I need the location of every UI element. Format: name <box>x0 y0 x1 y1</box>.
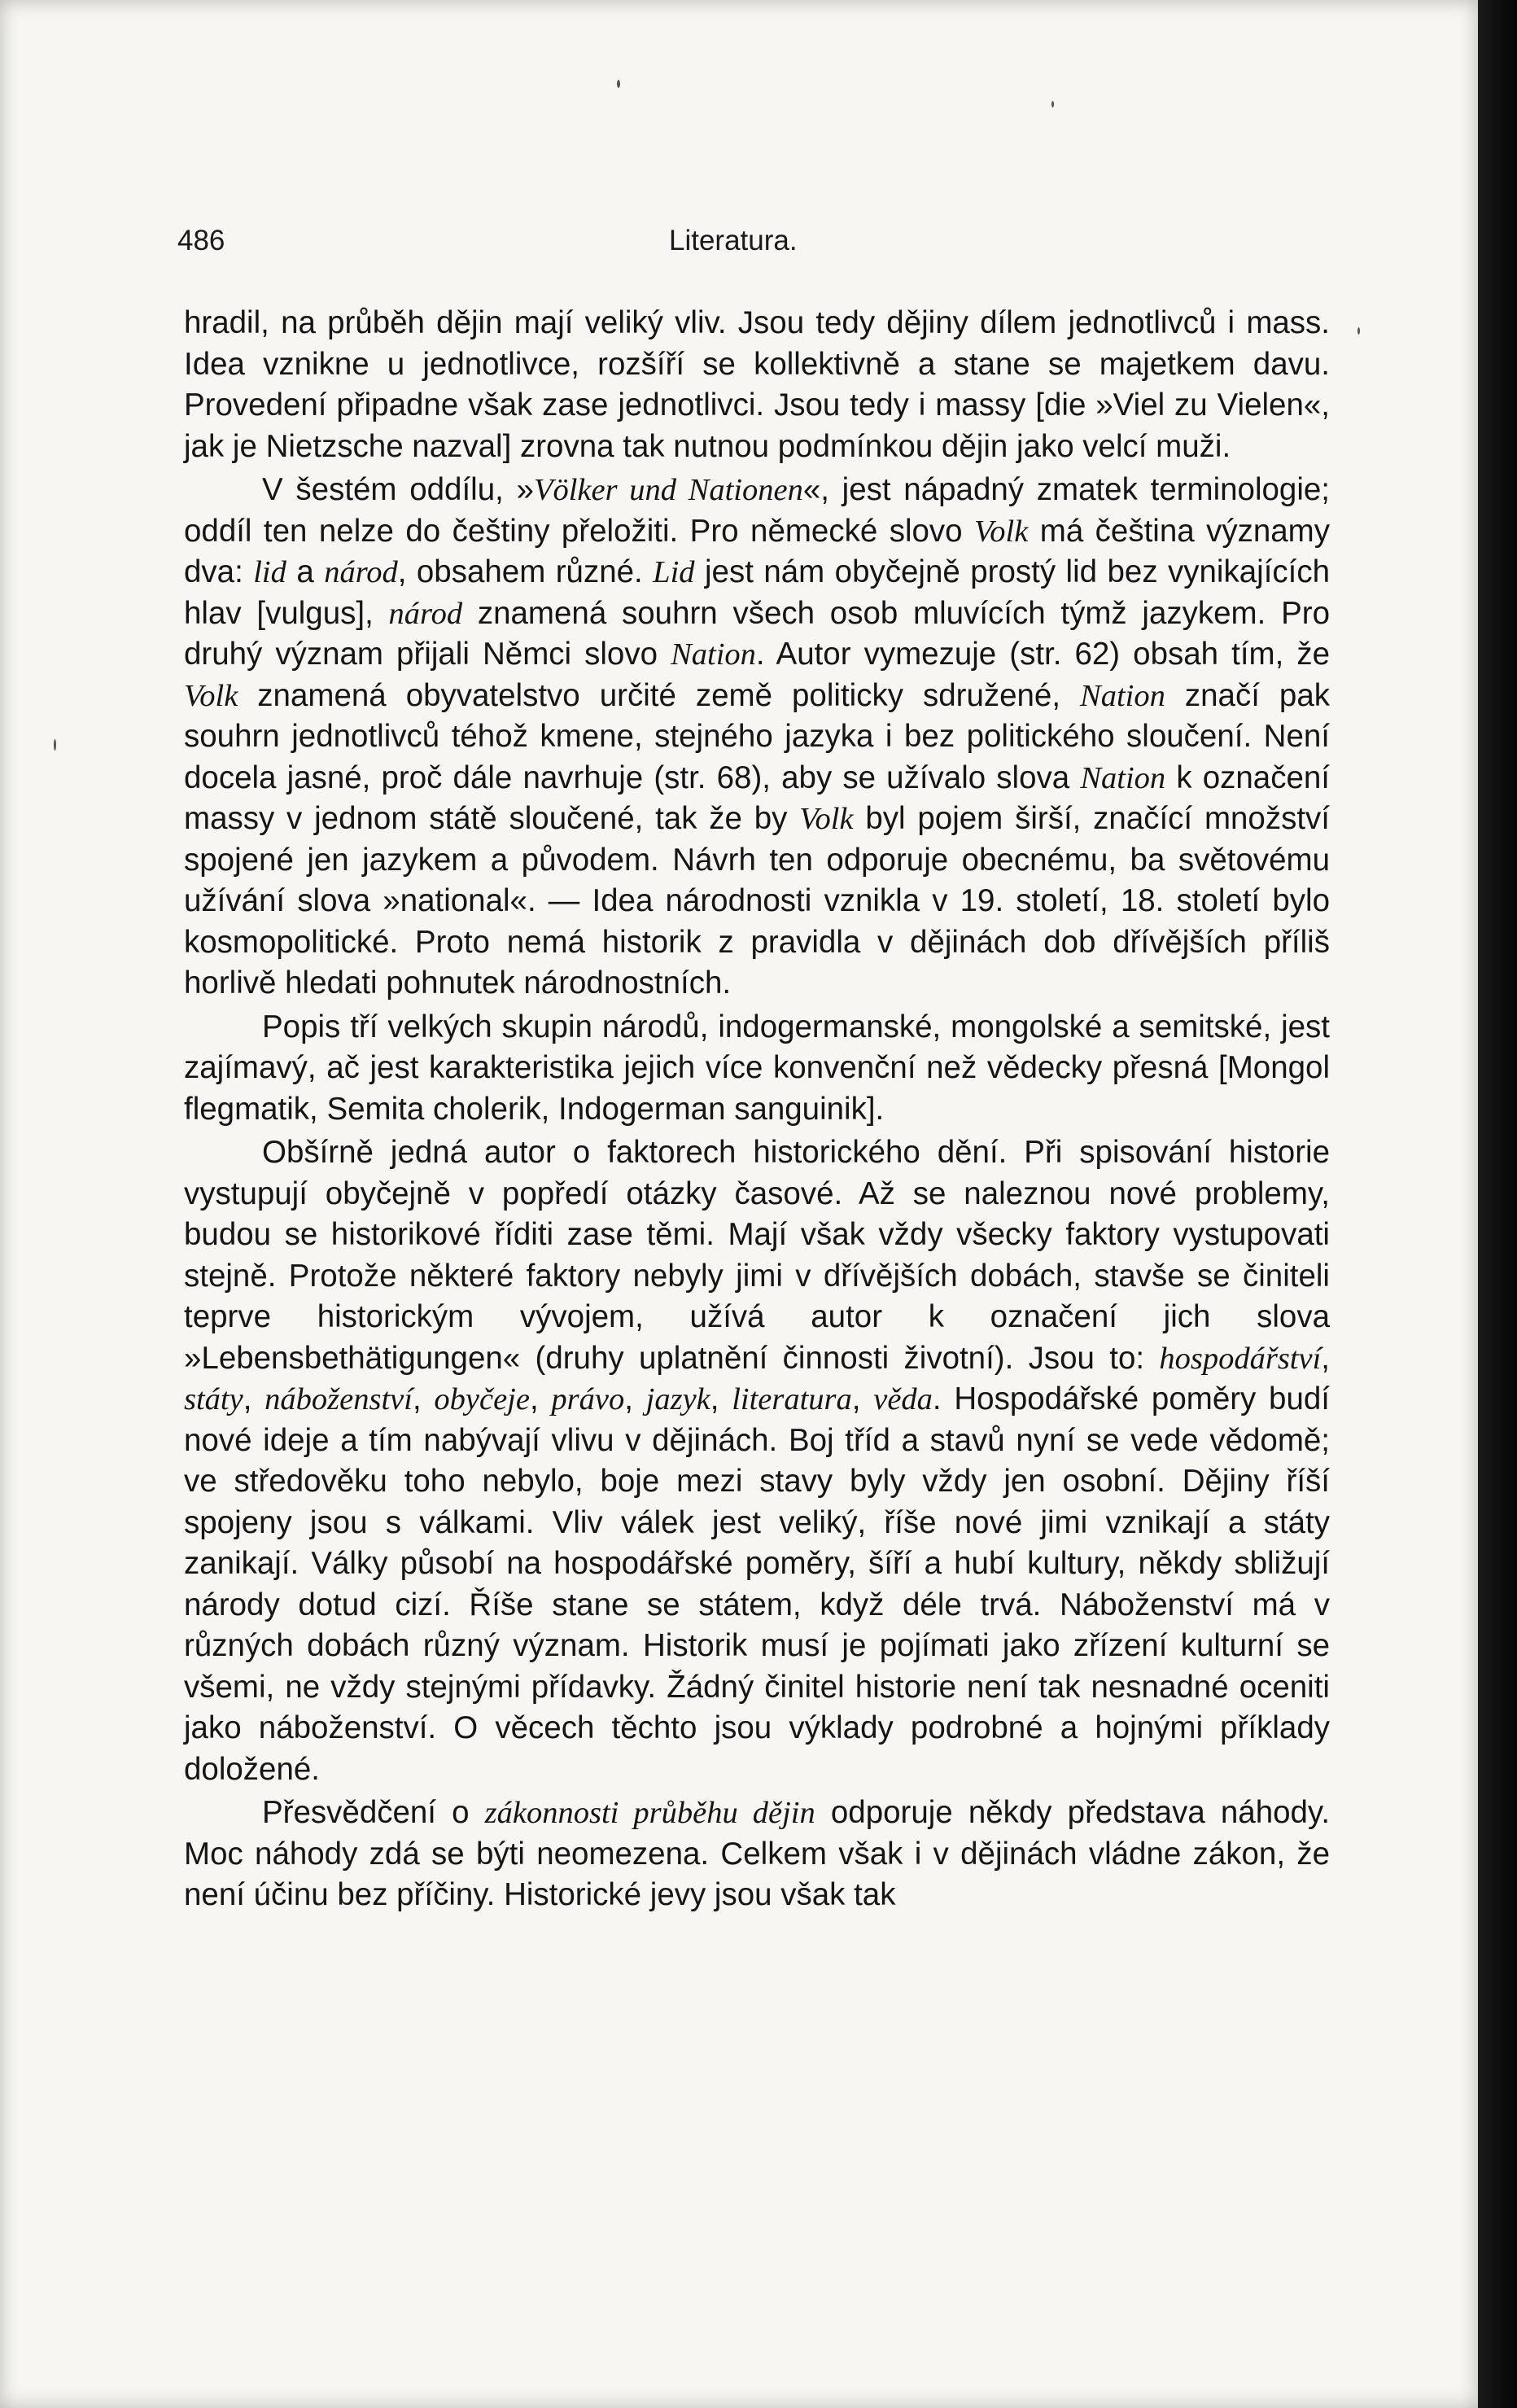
page-header <box>0 225 1478 265</box>
emphasized-text: národ <box>324 555 398 589</box>
text-run: hradil, na průběh dějin mají veliký vliv. Jsou tedy dějiny dílem jednotlivců i mass. Idea vznikne u jednotlivce, rozšíří se kollektivně a stane se majetkem davu. Provedení připadne však zase jednotlivci. Jsou tedy i massy [die »Viel zu Vielen«, jak je Nietzsche nazval] zrovna tak nutnou podmínkou dějin jako velcí muži. <box>184 305 1330 464</box>
paragraph <box>184 1793 1330 1916</box>
emphasized-text: lid <box>253 555 286 589</box>
emphasized-text: právo <box>551 1382 625 1416</box>
text-run: má čeština významy dva: <box>184 513 1330 589</box>
text-run: , <box>851 1381 874 1416</box>
scan-speck <box>1357 327 1360 335</box>
text-run: k označení massy v jednom státě sloučené, tak že by <box>184 760 1330 836</box>
text-run: , obsahem různé. <box>397 554 654 589</box>
emphasized-text: zákonnosti průběhu dějin <box>484 1796 815 1830</box>
scan-speck <box>54 739 56 751</box>
scan-edge <box>1478 0 1517 2408</box>
text-run: , <box>243 1381 265 1416</box>
text-run: , <box>529 1381 552 1416</box>
text-run: , <box>710 1381 732 1416</box>
emphasized-text: Nation <box>1080 678 1165 713</box>
text-run: , <box>412 1381 435 1416</box>
emphasized-text: Völker und Nationen <box>533 473 803 507</box>
scan-speck <box>617 80 620 88</box>
text-run: jest nám obyčejně prostý lid bez vynikajících hlav [vulgus], <box>184 554 1330 631</box>
text-run: , <box>1321 1340 1330 1376</box>
emphasized-text: státy <box>184 1382 243 1416</box>
paragraph <box>184 470 1330 1005</box>
text-run: znamená souhrn všech osob mluvících týmž jazykem. Pro druhý význam přijali Němci slovo <box>184 595 1330 672</box>
text-run: značí pak souhrn jednotlivců téhož kmene, stejného jazyka i bez politického sloučení. Není docela jasné, proč dále navrhuje (str. 68), aby se užívalo slova <box>184 677 1330 795</box>
text-run: Přesvědčení o <box>262 1795 485 1830</box>
running-title: Literatura. <box>669 225 798 256</box>
emphasized-text: Volk <box>799 802 854 836</box>
scan-speck <box>1051 101 1054 107</box>
emphasized-text: národ <box>388 596 463 631</box>
text-run: znamená obyvatelstvo určité země politicky sdružené, <box>238 677 1081 713</box>
emphasized-text: Nation <box>1080 760 1166 795</box>
emphasized-text: hospodářství <box>1159 1341 1322 1376</box>
body-text <box>184 303 1330 1916</box>
text-run: Obšírně jedná autor o faktorech historického dění. Při spisování historie vystupují obyčejně v popředí otázky časové. Až se naleznou nové problemy, budou se historikové říditi zase těmi. Mají však vždy všecky faktory vystupovati stejně. Protože některé faktory nebyly jimi v dřívějších dobách, stavše se činiteli teprve historickým vývojem, užívá autor k označení jich slova »Lebensbethätigungen« (druhy uplatnění činnosti životní). Jsou to: <box>184 1135 1330 1376</box>
text-run: odporuje někdy představa náhody. Moc náhody zdá se býti neomezena. Celkem však i v dějinách vládne zákon, že není účinu bez příčiny. Historické jevy jsou však tak <box>184 1795 1331 1912</box>
text-run: V šestém oddílu, » <box>262 472 534 507</box>
emphasized-text: obyčeje <box>434 1382 530 1416</box>
emphasized-text: věda <box>873 1382 933 1416</box>
text-run: . Hospodářské poměry budí nové ideje a tím nabývají vlivu v dějinách. Boj tříd a stavů nyní se vede vědomě; ve středověku toho nebylo, boje mezi stavy byly vždy jen osobní. Dějiny říší spojeny jsou s válkami. Vliv válek jest veliký, říše nové jimi vznikají a státy zanikají. Války působí na hospodářské poměry, šíří a hubí kultury, někdy sbližují národy dotud cizí. Říše stane se státem, když déle trvá. Náboženství má v různých dobách různý význam. Historik musí je pojímati jako zřízení kulturní se všemi, ne vždy stejnými přídavky. Žádný činitel historie není tak nesnadné oceniti jako náboženství. O věcech těchto jsou výklady podrobné a hojnými příklady doložené. <box>184 1381 1330 1787</box>
paragraph <box>184 1007 1330 1131</box>
page-number: 486 <box>177 225 225 256</box>
emphasized-text: Lid <box>653 555 695 589</box>
text-run: Popis tří velkých skupin národů, indogermanské, mongolské a semitské, jest zajímavý, ač jest karakteristika jejich více konvenční než vědecky přesná [Mongol flegmatik, Semita cholerik, Indogerman sanguinik]. <box>184 1009 1330 1127</box>
emphasized-text: Volk <box>974 514 1029 549</box>
text-run: a <box>286 554 325 589</box>
text-run: . Autor vymezuje (str. 62) obsah tím, že <box>755 637 1330 672</box>
emphasized-text: náboženství <box>264 1382 413 1416</box>
text-run: , <box>624 1381 646 1416</box>
emphasized-text: jazyk <box>645 1382 710 1416</box>
emphasized-text: Volk <box>184 678 238 713</box>
text-run: «, jest nápadný zmatek terminologie; oddíl ten nelze do češtiny přeložiti. Pro německé slovo <box>184 472 1330 549</box>
emphasized-text: Nation <box>671 637 756 672</box>
paragraph <box>184 303 1330 467</box>
text-run: byl pojem širší, značící množství spojené jen jazykem a původem. Návrh ten odporuje obecnému, ba světovému užívání slova »national«. — Idea národnosti vznikla v 19. století, 18. století bylo kosmopolitické. Proto nemá historik z pravidla v dějinách dob dřívějších příliš horlivě hledati pohnutek národnostních. <box>184 801 1330 1000</box>
emphasized-text: literatura <box>732 1382 852 1416</box>
paragraph <box>184 1132 1330 1790</box>
